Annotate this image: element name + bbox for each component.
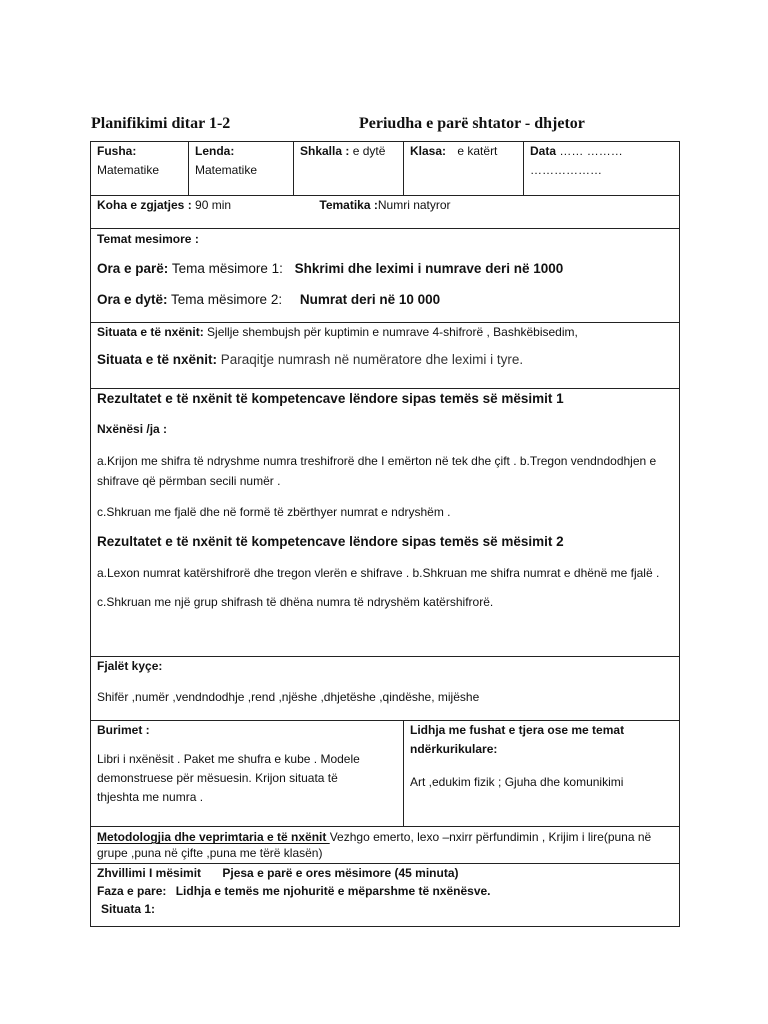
metodologjia-label: Metodologjia dhe veprimtaria e të nxënit	[97, 830, 330, 844]
koha-value: 90 min	[191, 198, 232, 212]
period-title: Periudha e parë shtator - dhjetor	[359, 115, 585, 132]
fusha-label: Fusha:	[97, 144, 137, 158]
lidhja-cell	[404, 721, 680, 827]
lenda-cell	[189, 142, 294, 196]
situata1-value: Sjellje shembujsh për kuptimin e numrave 4-shifrorë , Bashkëbisedim,	[203, 325, 578, 339]
fjalet-label: Fjalët kyçe:	[97, 659, 163, 673]
ora2-line	[97, 290, 673, 309]
koha-label: Koha e zgjatjes :	[97, 198, 192, 212]
result-item-c2: c.Shkruan me një grup shifrash të dhëna numra të ndryshëm katërshifrorë.	[97, 595, 494, 609]
data-value: …… ……… ………………	[530, 144, 623, 177]
ora1-label: Ora e parë:	[97, 261, 169, 276]
klasa-label: Klasa:	[410, 144, 447, 158]
result-item-a1: a.Krijon me shifra të ndryshme numra treshifrorë dhe I emërton në tek dhe çift . b.Tregon vendndodhjen e shifrave që përmban secili numër .	[97, 454, 657, 488]
burimet-value: Libri i nxënësit . Paket me shufra e kube . Modele demonstruese për mësuesin. Krijon situata të thjeshta me numra .	[97, 752, 360, 804]
rezultatet-row	[91, 389, 680, 657]
situata-row	[91, 323, 680, 389]
situata2-label: Situata e të nxënit:	[97, 352, 218, 367]
temat-row	[91, 229, 680, 323]
klasa-value: e katërt	[457, 144, 498, 158]
ora1-line	[97, 259, 673, 278]
fusha-value: Matematike	[97, 163, 160, 177]
data-cell	[524, 142, 680, 196]
data-label: Data	[530, 144, 557, 158]
zhvillimi-row	[91, 864, 680, 927]
ora2-label: Ora e dytë:	[97, 292, 168, 307]
lenda-value: Matematike	[195, 163, 258, 177]
faza-line	[97, 882, 673, 900]
situata1-line	[97, 323, 673, 342]
klasa-cell	[404, 142, 524, 196]
situata1-label: Situata e të nxënit:	[97, 325, 204, 339]
pjesa-label: Pjesa e parë e ores mësimore (45 minuta)	[222, 866, 459, 880]
fjalet-cell	[91, 657, 680, 721]
situata2-line	[97, 350, 673, 369]
burimet-label: Burimet :	[97, 723, 150, 737]
zhvillimi-label: Zhvillimi I mësimit	[97, 866, 202, 880]
metodologjia-value: Vezhgo emerto, lexo –nxirr përfundimin , Krijim i lire(puna në grupe ,puna në çifte ,puna me tërë klasën)	[97, 830, 652, 860]
temat-cell	[91, 229, 680, 323]
burimet-row	[91, 721, 680, 827]
info-row	[91, 142, 680, 196]
result-item-a2: a.Lexon numrat katërshifrorë dhe tregon vlerën e shifrave . b.Shkruan me shifra numrat e dhënë me fjalë .	[97, 566, 660, 580]
fjalet-row	[91, 657, 680, 721]
faza-value: Lidhja e temës me njohuritë e mëparshme të nxënësve.	[175, 884, 491, 898]
ora2-value: Numrat deri në 10 000	[299, 292, 441, 307]
ora1-tema: Tema mësimore 1:	[171, 261, 283, 276]
lesson-plan-table	[90, 141, 680, 927]
tematika-label: Tematika :	[319, 198, 378, 212]
shkalla-value: e dytë	[352, 144, 386, 158]
lidhja-value: Art ,edukim fizik ; Gjuha dhe komunikimi	[410, 775, 624, 789]
metodologjia-row	[91, 827, 680, 864]
metodologjia-cell	[91, 827, 680, 864]
koha-cell	[91, 196, 680, 229]
lidhja-label: Lidhja me fushat e tjera ose me temat ndërkurikulare:	[410, 723, 625, 756]
rezultatet-heading-2: Rezultatet e të nxënit të kompetencave lëndore sipas temës së mësimit 2	[97, 534, 564, 549]
fusha-cell	[91, 142, 189, 196]
temat-label: Temat mesimore :	[97, 232, 199, 246]
zhvillimi-cell	[91, 864, 680, 927]
burimet-cell	[91, 721, 404, 827]
nxenesi-label: Nxënësi /ja :	[97, 422, 168, 436]
situata2-value: Paraqitje numrash në numëratore dhe leximi i tyre.	[217, 352, 524, 367]
rezultatet-cell	[91, 389, 680, 657]
shkalla-cell	[294, 142, 404, 196]
rezultatet-heading-1: Rezultatet e të nxënit të kompetencave lëndore sipas temës së mësimit 1	[97, 391, 564, 406]
situata-cell	[91, 323, 680, 389]
fjalet-value: Shifër ,numër ,vendndodhje ,rend ,njëshe ,dhjetëshe ,qindëshe, mijëshe	[97, 690, 480, 704]
zhvillimi-line	[97, 864, 673, 882]
lenda-label: Lenda:	[195, 144, 235, 158]
tematika-value: Numri natyror	[377, 198, 451, 212]
ora1-value: Shkrimi dhe leximi i numrave deri në 1000	[294, 261, 564, 276]
faza-label: Faza e pare:	[97, 884, 167, 898]
situata-1-label: Situata 1:	[101, 902, 156, 916]
ora2-tema: Tema mësimore 2:	[171, 292, 283, 307]
koha-row	[91, 196, 680, 229]
shkalla-label: Shkalla :	[300, 144, 350, 158]
result-item-c1: c.Shkruan me fjalë dhe në formë të zbërthyer numrat e ndryshëm .	[97, 505, 451, 519]
plan-title: Planifikimi ditar 1-2	[91, 115, 231, 132]
